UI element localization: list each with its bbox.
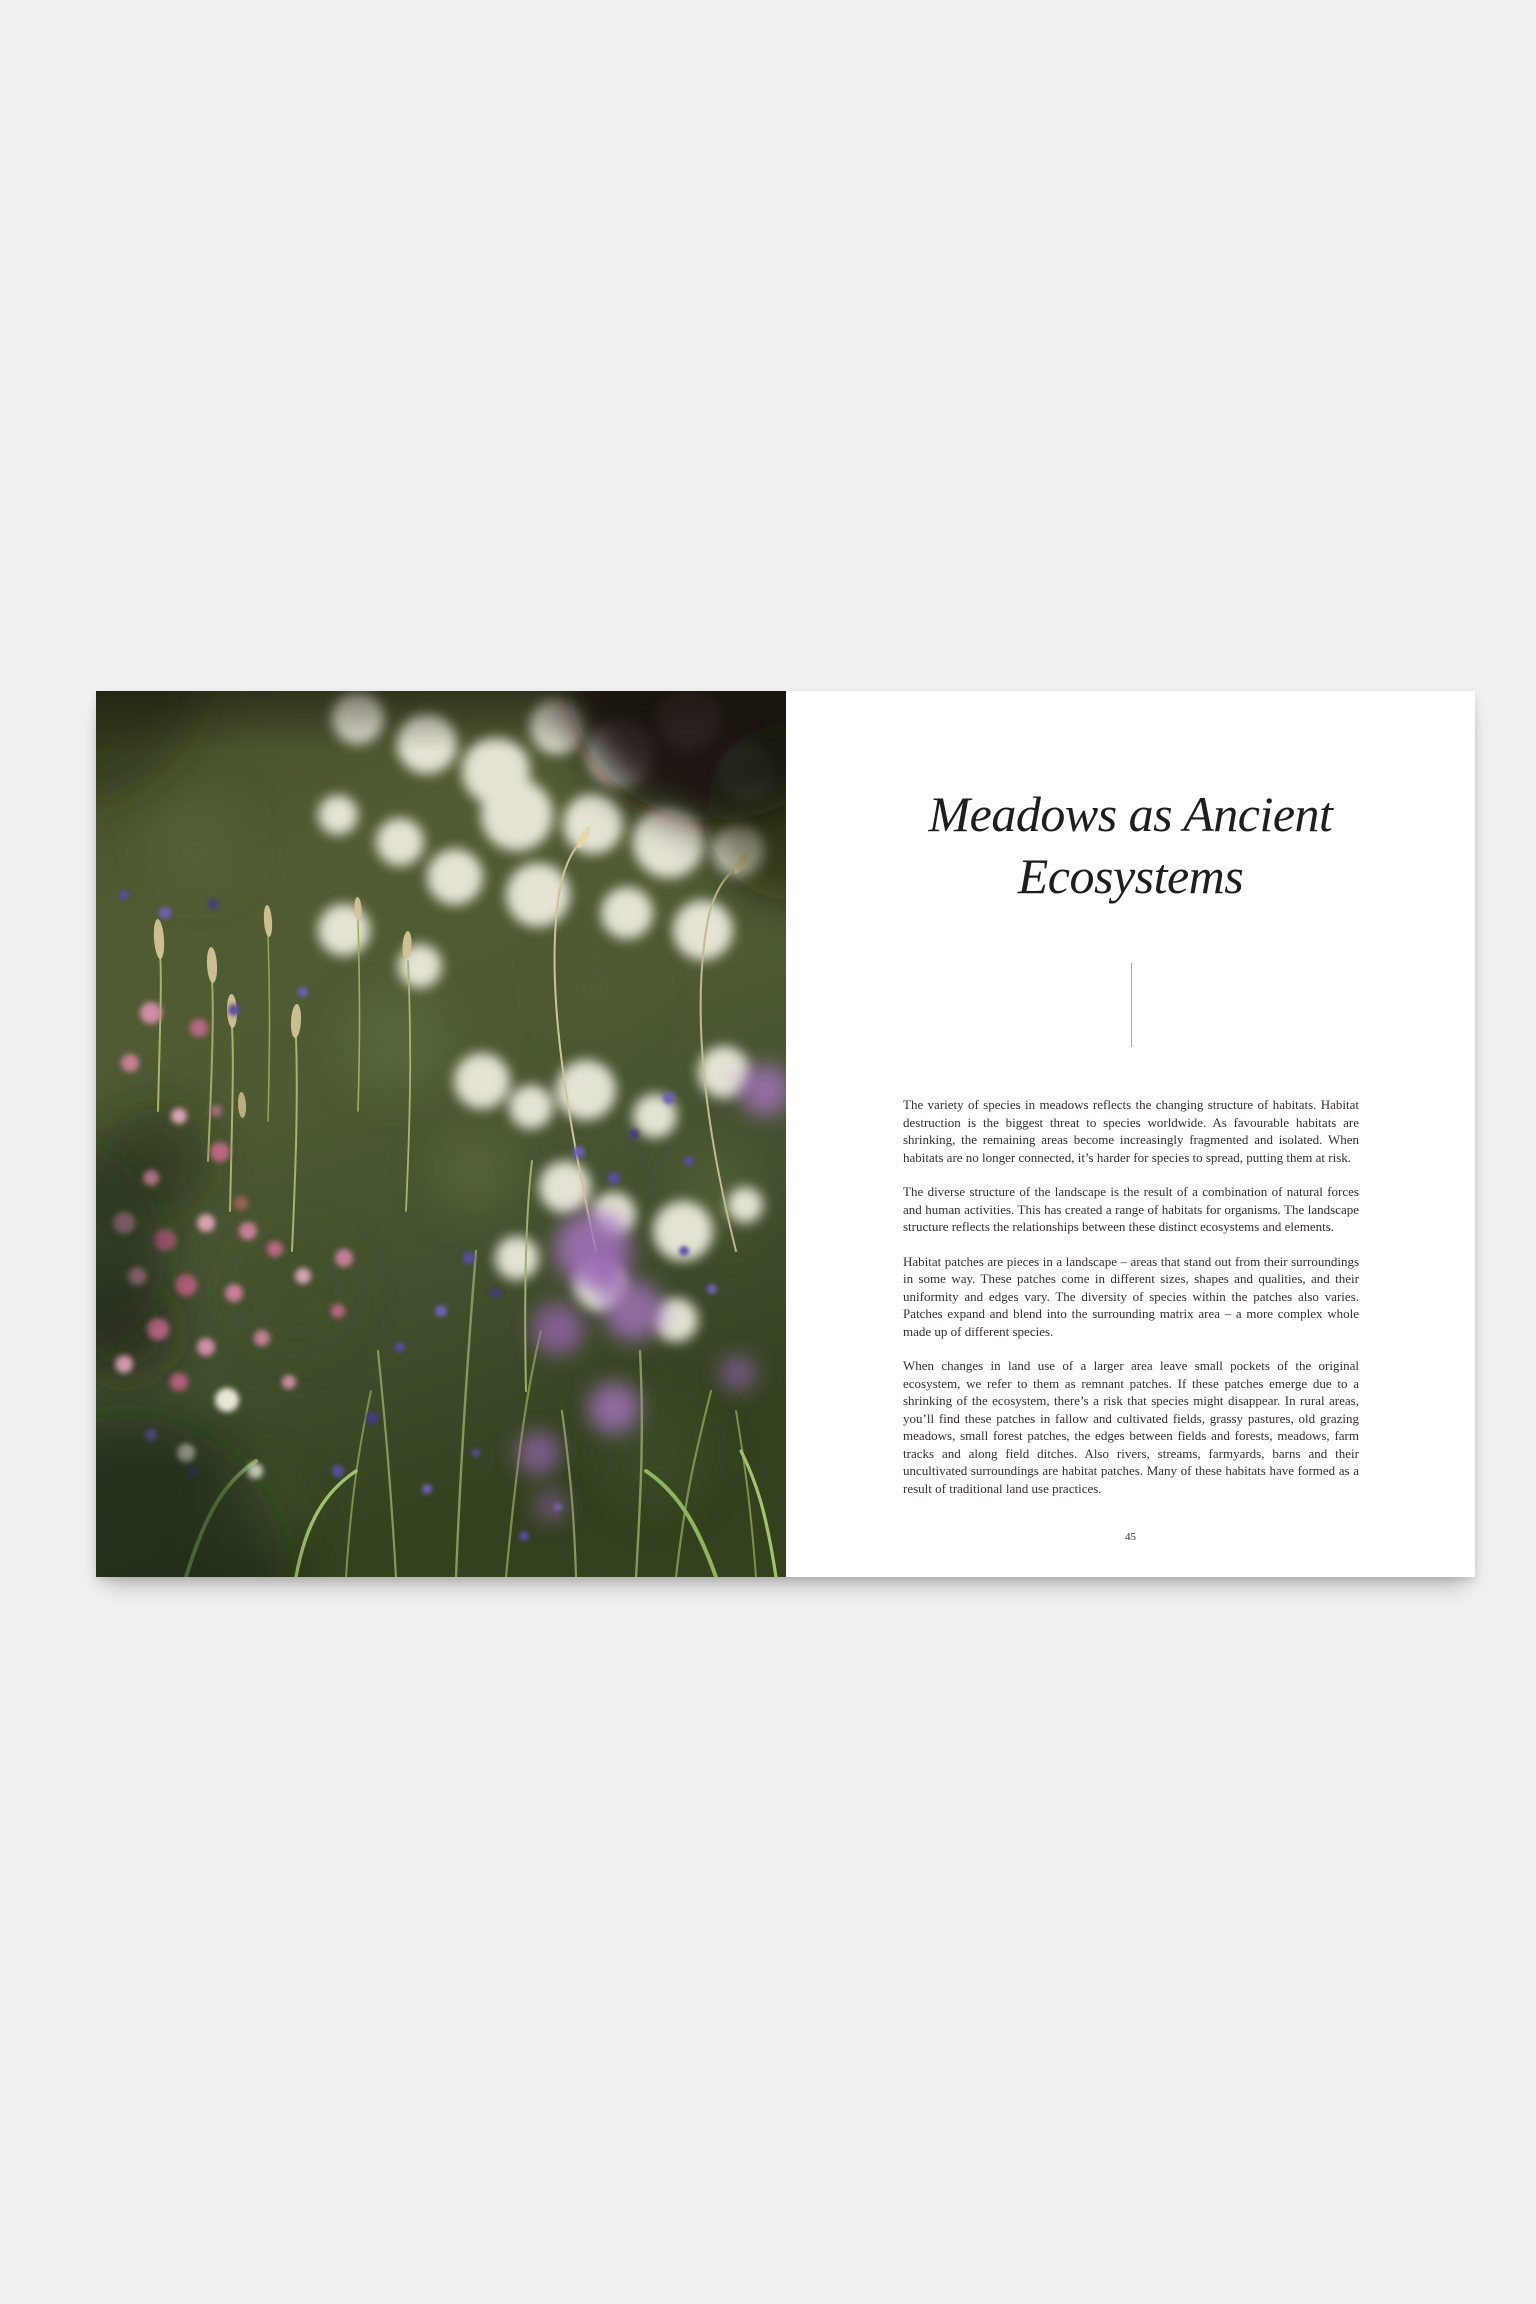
paragraph: The variety of species in meadows reflects the changing structure of habitats. Habitat destruction is the biggest threat to species worldwide. As favourable habitats are shrinking, the remaining areas become increasingly fragmented and isolated. When habitats are no longer connected, it’s harder for species to spread, putting them at risk. (903, 1097, 1359, 1165)
chapter-title (786, 783, 1475, 907)
paragraph: The diverse structure of the landscape is the result of a combination of natural forces and human activities. This has created a range of habitats for organisms. The landscape structure reflects the relationships between these distinct ecosystems and elements. (903, 1184, 1359, 1234)
chapter-title-line1: Meadows as Ancient (928, 786, 1333, 842)
right-page (786, 691, 1475, 1577)
page-number: 45 (1125, 1531, 1136, 1543)
wildflower-meadow-photo (96, 691, 786, 1577)
title-divider (1131, 963, 1132, 1047)
paragraph: Habitat patches are pieces in a landscape – areas that stand out from their surroundings in some way. These patches come in different sizes, shapes and qualities, and their uniformity and edges vary. The diversity of species within the patches also varies. Patches expand and blend into the surrounding matrix area – a more complex whole made up of different species. (903, 1253, 1359, 1339)
left-page (96, 691, 786, 1577)
book-spread (96, 691, 1475, 1577)
chapter-body (903, 1096, 1359, 1514)
paragraph: When changes in land use of a larger area leave small pockets of the original ecosystem, we refer to them as remnant patches. If these patches emerge due to a shrinking of the ecosystem, there’s a risk that species might disappear. In rural areas, you’ll find these patches in fallow and cultivated fields, grassy pastures, old grazing meadows, small forest patches, the edges between fields and forests, meadows, farm tracks and along field ditches. Also rivers, streams, farmyards, barns and their uncultivated surroundings are habitat patches. Many of these habitats have formed as a result of traditional land use practices. (903, 1358, 1359, 1496)
chapter-title-line2: Ecosystems (1017, 848, 1244, 904)
